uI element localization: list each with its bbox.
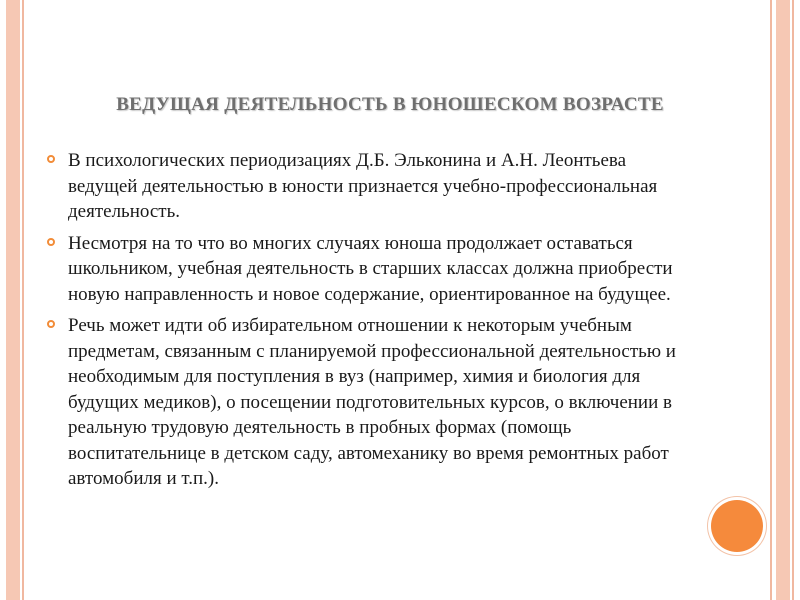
left-decor-line xyxy=(22,0,24,600)
bullet-text: Несмотря на то что во многих случаях юноша продолжает оставаться школьником, учебная деятельность в старших классах должна приобрести новую направленность и новое содержание, ориентированное на будущее. xyxy=(68,232,673,305)
bullet-text: В психологических периодизациях Д.Б. Эльконина и А.Н. Леонтьева ведущей деятельностью в юности признается учебно-профессиональная деятельность. xyxy=(68,150,658,222)
right-decor-line-outer xyxy=(792,0,794,600)
circle-bullet-icon xyxy=(47,238,55,246)
bullet-item xyxy=(46,231,696,308)
circle-bullet-icon xyxy=(47,320,55,328)
decorative-circle-icon xyxy=(711,500,763,552)
bullet-item xyxy=(46,148,696,225)
bullet-item xyxy=(46,313,696,492)
bullet-list xyxy=(46,148,696,498)
slide-title: ВЕДУЩАЯ ДЕЯТЕЛЬНОСТЬ В ЮНОШЕСКОМ ВОЗРАСТЕ xyxy=(116,94,664,115)
bullet-text: Речь может идти об избирательном отношении к некоторым учебным предметам, связанным с планируемой профессиональной деятельностью и необходимым для поступления в вуз (например, химия и биология для будущих медиков), о посещении подготовительных курсов, о включении в реальную трудовую деятельность в пробных формах (помощь воспитательнице в детском саду, автомеханику во время ремонтных работ автомобиля и т.п.). xyxy=(68,315,676,489)
circle-bullet-icon xyxy=(47,155,55,163)
right-decor-line xyxy=(770,0,772,600)
left-decor-stripe xyxy=(6,0,20,600)
right-decor-stripe xyxy=(776,0,790,600)
